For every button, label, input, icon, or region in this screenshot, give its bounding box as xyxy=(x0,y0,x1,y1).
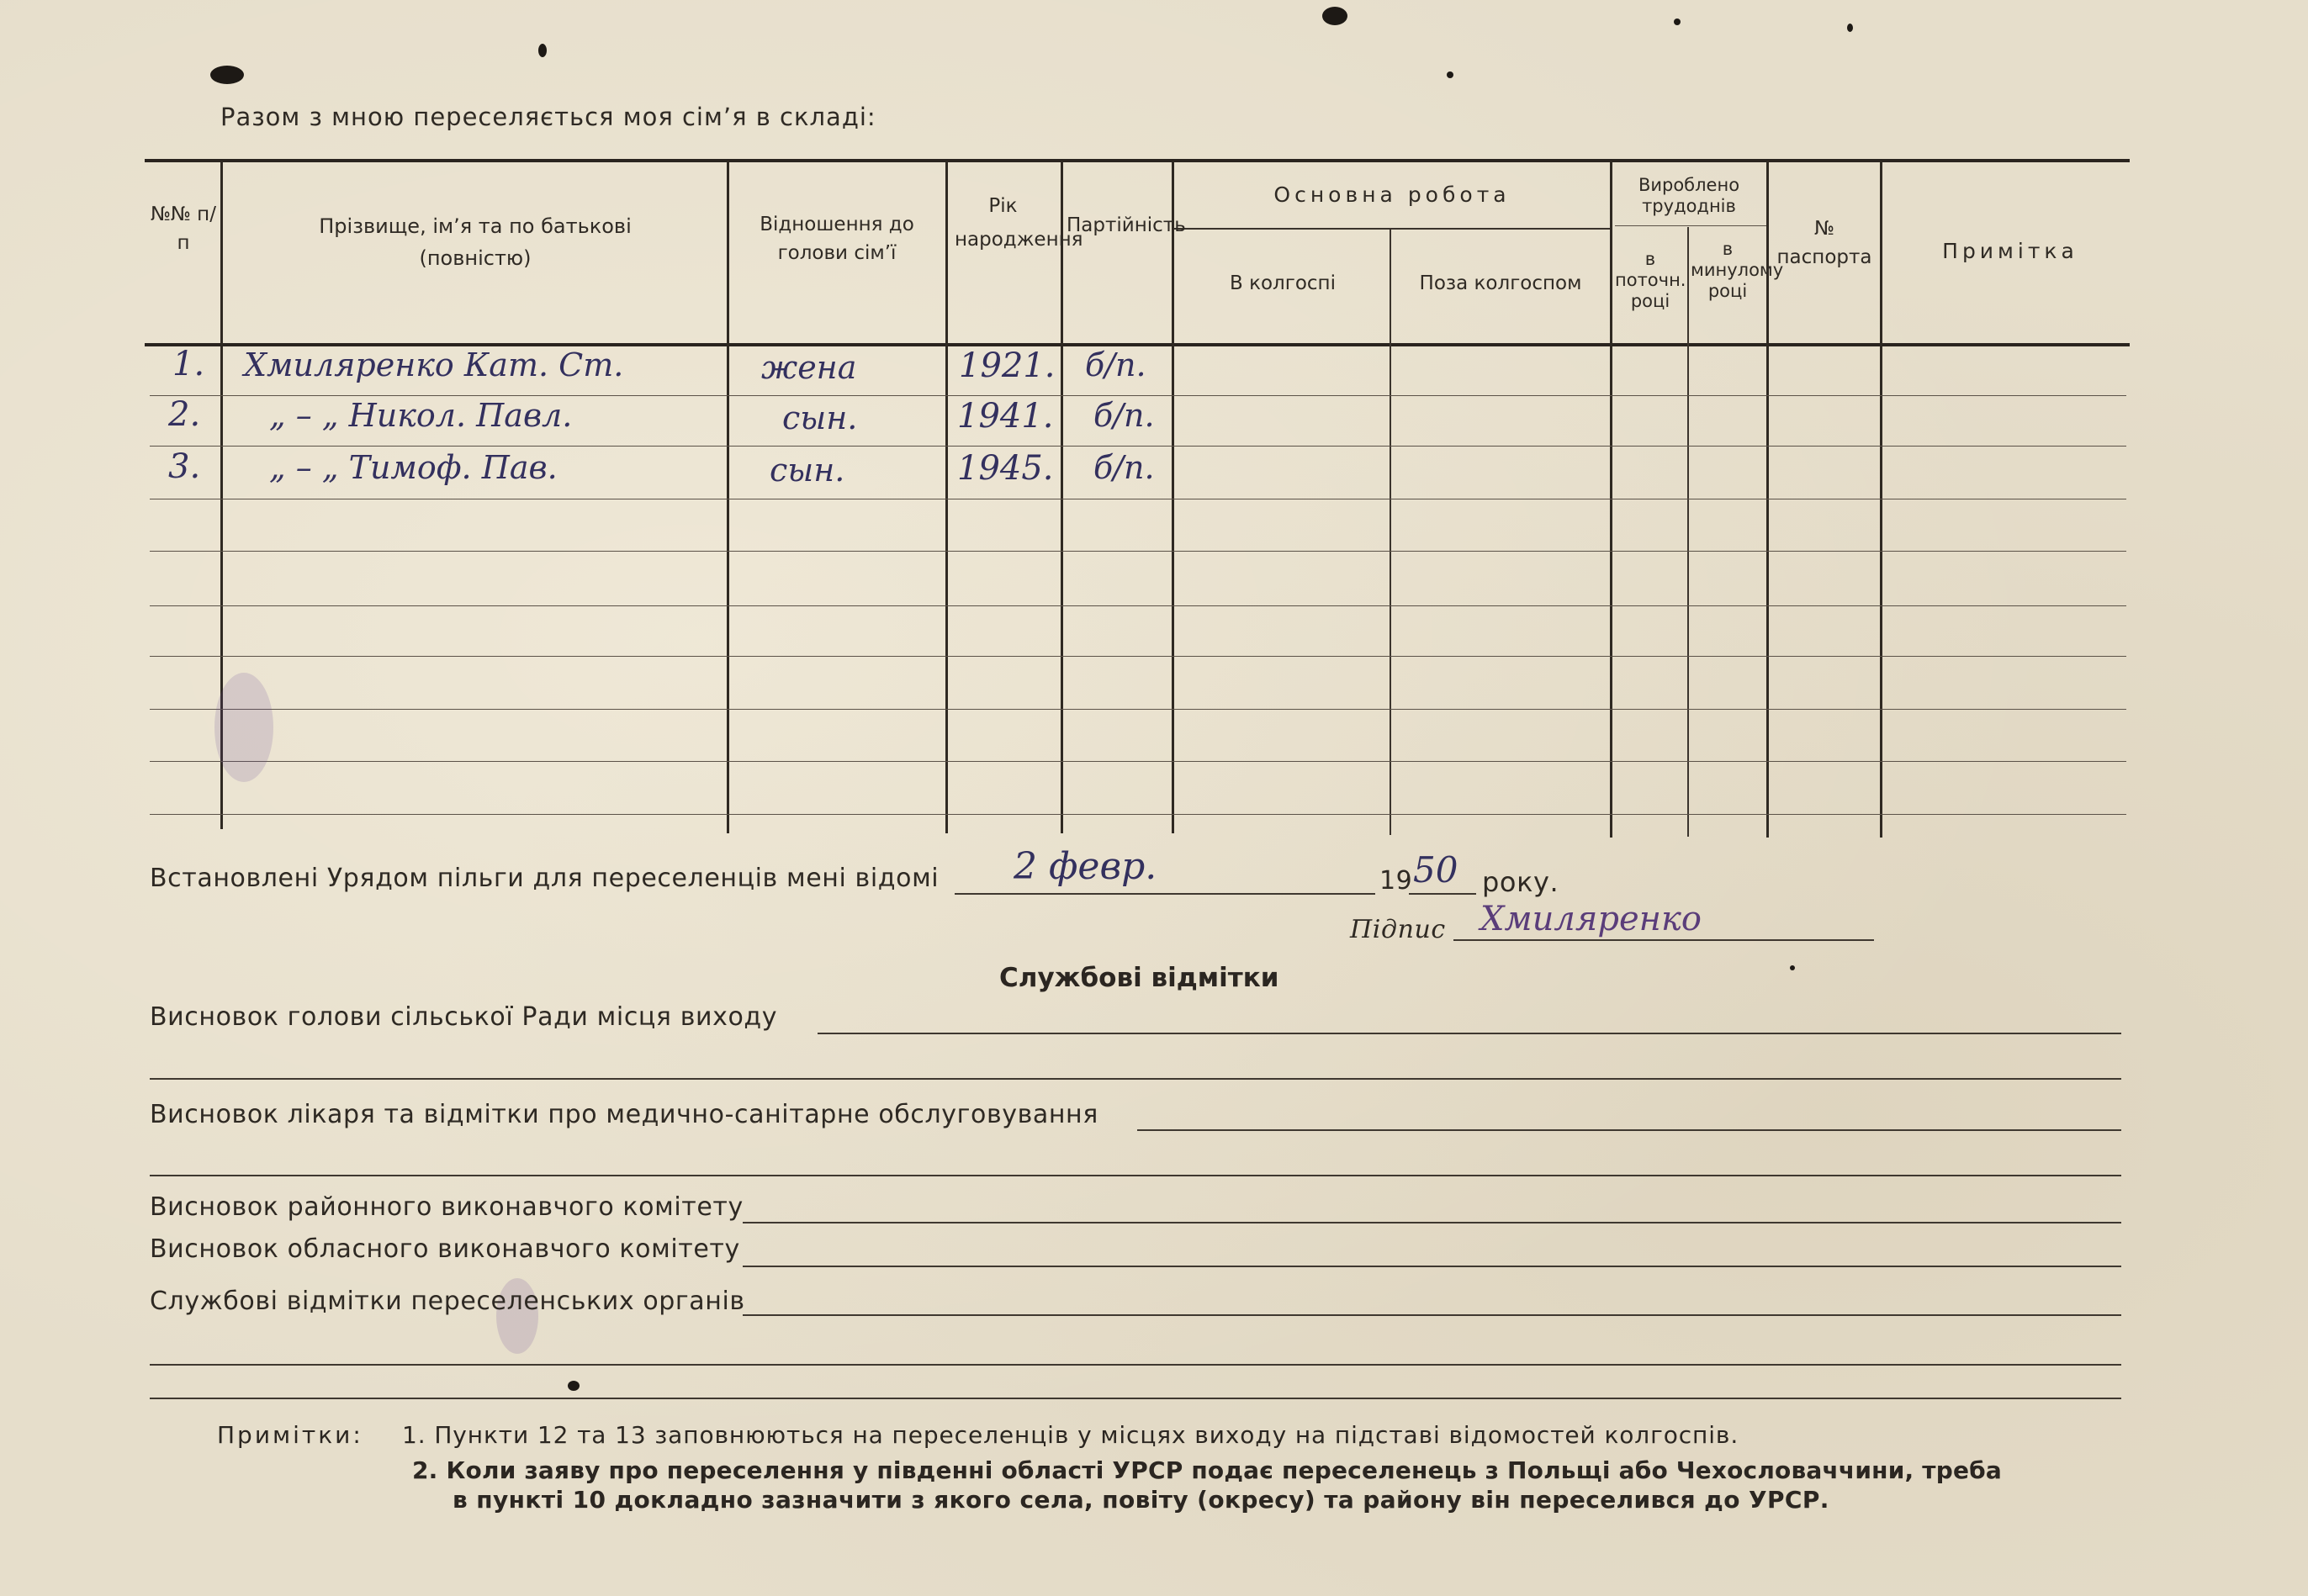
header-outside-kolhosp: Поза колгоспом xyxy=(1419,272,1582,294)
table-row-rule xyxy=(150,709,2126,710)
header-num: №№ п/п xyxy=(151,203,216,254)
fill-rule xyxy=(150,1364,2121,1366)
official-title: Службові відмітки xyxy=(999,963,1279,993)
row1-relation: жена xyxy=(761,349,857,386)
signature-rule xyxy=(1453,939,1874,941)
col-divider xyxy=(1687,227,1689,837)
row2-relation: сын. xyxy=(782,399,858,436)
year-suffix: року. xyxy=(1482,866,1559,898)
benefits-date-rule xyxy=(955,893,1375,895)
paper-speck xyxy=(538,44,547,57)
year-rule xyxy=(1409,893,1476,895)
stamp-smudge xyxy=(214,673,273,782)
notes-label: Примітки: xyxy=(217,1421,363,1449)
header-remarks: Примітка xyxy=(1942,239,2078,263)
fill-rule xyxy=(818,1033,2121,1034)
year-prefix: 19 xyxy=(1379,866,1413,896)
table-row-rule xyxy=(150,761,2126,762)
row2-party: б/п. xyxy=(1093,397,1155,434)
row3-relation: сын. xyxy=(770,452,845,489)
col-divider xyxy=(727,161,729,833)
benefits-date: 2 февр. xyxy=(1014,845,1157,888)
official-line-1: Висновок голови сільської Ради місця виходу xyxy=(150,1002,778,1032)
paper-speck xyxy=(568,1381,580,1391)
paper-speck xyxy=(1847,24,1853,32)
header-birth-year: Рік народження xyxy=(955,195,1083,251)
fill-rule xyxy=(150,1078,2121,1080)
header-workdays-last: в минулому році xyxy=(1691,239,1784,301)
paper-speck xyxy=(210,66,244,84)
main-work-sub-rule xyxy=(1173,228,1611,230)
row2-num: 2. xyxy=(168,395,201,434)
table-top-rule xyxy=(145,159,2130,162)
row2-year: 1941. xyxy=(957,397,1054,436)
fill-rule xyxy=(743,1314,2121,1316)
fill-rule xyxy=(743,1266,2121,1267)
note-2: 2. Коли заяву про переселення у південні області УРСР подає переселенець з Польщі або Чехословаччини, треба xyxy=(412,1456,2003,1484)
header-party: Партійність xyxy=(1067,214,1186,236)
row3-year: 1945. xyxy=(957,449,1054,488)
signature-label: Підпис xyxy=(1350,915,1446,944)
header-relation: Відношення до голови сім’ї xyxy=(760,214,914,264)
paper-speck xyxy=(1447,71,1453,78)
note-1: 1. Пункти 12 та 13 заповнюються на переселенців у місцях виходу на підставі відомостей колгоспів. xyxy=(402,1421,1739,1449)
workdays-sub-rule xyxy=(1615,225,1766,226)
row2-name: „ – „ Никол. Павл. xyxy=(269,397,573,434)
row1-year: 1921. xyxy=(959,346,1056,385)
paper-speck xyxy=(1322,7,1347,25)
row1-party: б/п. xyxy=(1085,346,1146,383)
header-in-kolhosp: В колгоспі xyxy=(1230,272,1336,294)
row3-party: б/п. xyxy=(1093,449,1155,486)
signature-value: Хмиляренко xyxy=(1480,900,1702,938)
paper-speck xyxy=(1674,18,1681,25)
row1-num: 1. xyxy=(172,345,205,383)
official-line-3: Висновок районного виконавчого комітету xyxy=(150,1192,744,1222)
fill-rule xyxy=(150,1398,2121,1399)
table-row-rule xyxy=(150,605,2126,606)
note-3: в пункті 10 докладно зазначити з якого села, повіту (окресу) та району він переселився до УРСР. xyxy=(453,1486,1829,1514)
col-divider xyxy=(1172,161,1174,833)
paper-speck xyxy=(1790,965,1795,970)
row3-name: „ – „ Тимоф. Пав. xyxy=(269,449,558,486)
official-line-5: Службові відмітки переселенських органів xyxy=(150,1287,745,1316)
official-line-2: Висновок лікаря та відмітки про медично-санітарне обслуговування xyxy=(150,1100,1098,1129)
table-row-rule xyxy=(150,814,2126,815)
official-line-4: Висновок обласного виконавчого комітету xyxy=(150,1234,740,1264)
col-divider xyxy=(1390,230,1391,835)
year-handwritten: 50 xyxy=(1413,849,1458,890)
header-main-work: Основна робота xyxy=(1273,182,1511,207)
intro-text: Разом з мною переселяється моя сім’я в складі: xyxy=(220,103,876,131)
col-divider xyxy=(945,161,948,833)
table-row-rule xyxy=(150,446,2126,447)
header-passport: № паспорта xyxy=(1776,218,1872,268)
table-row-rule xyxy=(150,656,2126,657)
benefits-label: Встановлені Урядом пільги для переселенців мені відомі xyxy=(150,864,940,893)
header-workdays: Вироблено трудоднів xyxy=(1638,175,1740,216)
table-row-rule xyxy=(150,395,2126,396)
fill-rule xyxy=(150,1175,2121,1176)
row1-name: Хмиляренко Кат. Ст. xyxy=(244,346,624,383)
fill-rule xyxy=(743,1222,2121,1223)
header-name: Прізвище, ім’я та по батькові (повністю) xyxy=(319,214,632,270)
table-row-rule xyxy=(150,551,2126,552)
header-workdays-current: в поточн. році xyxy=(1615,249,1686,311)
row3-num: 3. xyxy=(168,447,201,486)
fill-rule xyxy=(1137,1129,2121,1131)
col-divider xyxy=(1061,161,1063,833)
